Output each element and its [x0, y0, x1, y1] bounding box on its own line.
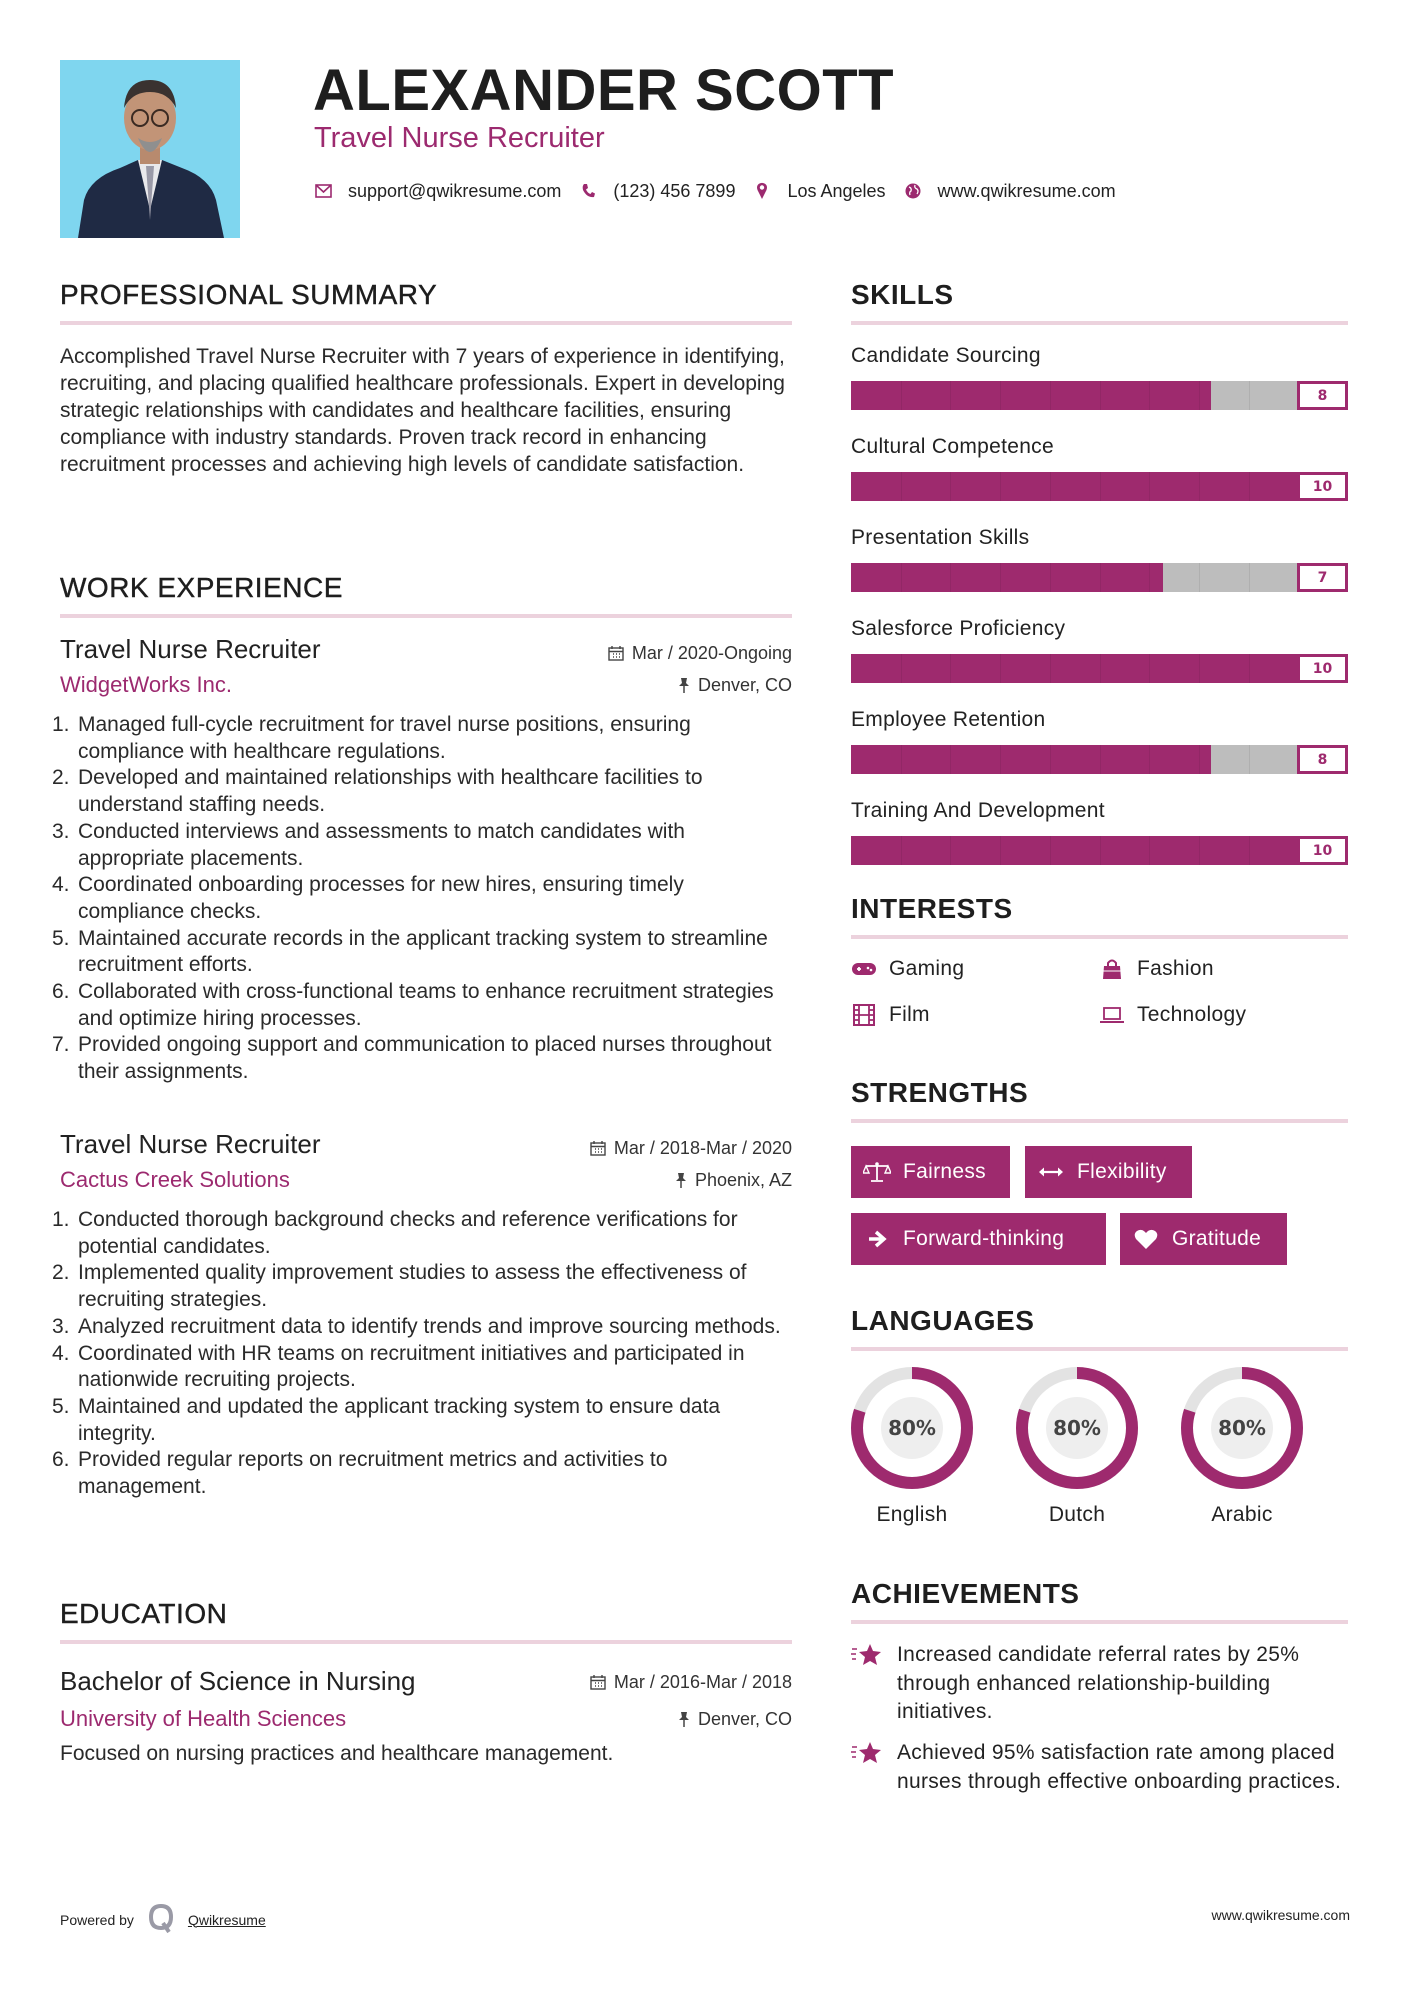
education-heading: EDUCATION: [60, 1598, 228, 1629]
skill-bar-segment: [1199, 745, 1200, 774]
skill-bar-segment: [950, 654, 951, 683]
language-progress-ring: [851, 1367, 973, 1489]
skill-bar-segment: [1050, 836, 1051, 865]
skill-bar-fill: [851, 563, 1163, 592]
job-entry: [52, 1129, 792, 1501]
skill-bar-segment: [1000, 472, 1001, 501]
achievements-heading: ACHIEVEMENTS: [851, 1578, 1080, 1609]
skill-label: Candidate Sourcing: [851, 344, 1041, 367]
skill-bar-segment: [1199, 836, 1200, 865]
skill-bar-segment: [901, 745, 902, 774]
interest-item-technology: Technology: [1099, 1003, 1246, 1027]
arrows-horizontal-icon: [1037, 1161, 1065, 1183]
strengths-divider: [851, 1119, 1348, 1123]
bullet-item: 4. Coordinated onboarding processes for new hires, ensuring timely compliance checks.: [52, 873, 684, 923]
skill-bar-segment: [1050, 745, 1051, 774]
job-dates: Mar / 2018-Mar / 2020: [590, 1137, 792, 1159]
skill-bar-segment: [1249, 745, 1250, 774]
calendar-icon: [590, 1674, 606, 1690]
skill-item: [851, 343, 1348, 410]
job-dates: Mar / 2020-Ongoing: [608, 642, 792, 664]
strength-chip-flexibility: Flexibility: [1025, 1146, 1192, 1198]
language-percent: 80%: [888, 1416, 936, 1440]
experience-heading: WORK EXPERIENCE: [60, 572, 343, 603]
skill-list: [851, 343, 1348, 865]
bullet-item: 6. Collaborated with cross-functional teams to enhance recruitment strategies and optimize hiring processes.: [52, 980, 774, 1030]
summary-section: [60, 279, 792, 478]
laptop-icon: [1099, 1004, 1125, 1026]
skill-bar-segment: [1100, 472, 1101, 501]
skills-heading: SKILLS: [851, 279, 954, 310]
skill-bar-segment: [1249, 654, 1250, 683]
skill-label: Cultural Competence: [851, 435, 1054, 458]
skill-bar-segment: [1050, 563, 1051, 592]
contact-phone[interactable]: [579, 181, 735, 202]
person-photo-icon: [60, 60, 240, 238]
skill-score: 10: [1297, 654, 1348, 683]
job-bullets: [52, 1207, 792, 1501]
shopping-bag-icon: [1099, 958, 1125, 980]
skill-bar-segment: [1199, 654, 1200, 683]
company-name: WidgetWorks Inc.: [60, 672, 232, 697]
skill-item: [851, 616, 1348, 683]
gamepad-icon: [851, 958, 877, 980]
skill-bar-segment: [901, 836, 902, 865]
skill-bar-segment: [1050, 654, 1051, 683]
skill-bar-segment: [1249, 836, 1250, 865]
skill-bar-segment: [1100, 381, 1101, 410]
language-item: [1016, 1367, 1138, 1527]
footer-powered-by: Powered by Qwikresume: [60, 1903, 266, 1936]
language-item: [1181, 1367, 1303, 1527]
skill-bar-segment: [1100, 836, 1101, 865]
skill-rating-bar: [851, 472, 1348, 501]
skill-rating-bar: [851, 836, 1348, 865]
skill-rating-bar: [851, 745, 1348, 774]
education-dates: Mar / 2016-Mar / 2018: [590, 1671, 792, 1693]
skills-section: [851, 279, 1348, 325]
skill-score: 7: [1297, 563, 1348, 592]
skill-bar-segment: [1149, 654, 1150, 683]
interest-item-fashion: Fashion: [1099, 957, 1214, 981]
skill-bar-segment: [901, 472, 902, 501]
bullet-item: 2. Implemented quality improvement studies to assess the effectiveness of recruiting strategies.: [52, 1261, 747, 1312]
skill-bar-segment: [1249, 563, 1250, 592]
skill-bar-segment: [1199, 381, 1200, 410]
summary-heading: PROFESSIONAL SUMMARY: [60, 279, 438, 310]
school-name: University of Health Sciences: [60, 1706, 347, 1731]
skill-bar-segment: [1000, 836, 1001, 865]
skill-bar-segment: [950, 381, 951, 410]
profile-photo: [60, 60, 240, 238]
calendar-icon: [590, 1140, 606, 1156]
skill-label: Training And Development: [851, 799, 1105, 822]
achievement-item: Achieved 95% satisfaction rate among placed nurses through effective onboarding practices.: [851, 1739, 1348, 1796]
email-text: support@qwikresume.com: [348, 180, 562, 201]
skill-bar-segment: [950, 472, 951, 501]
education-location: Denver, CO: [678, 1708, 792, 1730]
skill-bar-segment: [1100, 563, 1101, 592]
skill-bar-segment: [1199, 563, 1200, 592]
interest-item-film: Film: [851, 1003, 930, 1027]
skill-bar-segment: [950, 745, 951, 774]
interests-divider: [851, 935, 1348, 939]
pushpin-icon: [678, 1711, 690, 1727]
skill-bar-segment: [1000, 563, 1001, 592]
skill-bar-fill: [851, 745, 1211, 774]
globe-icon: [904, 182, 922, 200]
language-percent: 80%: [1053, 1416, 1101, 1440]
skill-item: [851, 707, 1348, 774]
candidate-name: ALEXANDER SCOTT: [313, 58, 895, 123]
map-marker-icon: [753, 182, 771, 200]
skill-bar-segment: [1100, 654, 1101, 683]
skill-label: Salesforce Proficiency: [851, 617, 1066, 640]
degree-title: Bachelor of Science in Nursing: [60, 1666, 416, 1696]
skill-bar-segment: [1100, 745, 1101, 774]
skill-bar-segment: [1050, 381, 1051, 410]
skill-score: 10: [1297, 472, 1348, 501]
arrow-right-icon: [863, 1228, 891, 1250]
strength-chip-forward-thinking: Forward-thinking: [851, 1213, 1106, 1265]
skill-bar-segment: [901, 654, 902, 683]
job-location: Denver, CO: [678, 674, 792, 696]
job-location: Phoenix, AZ: [675, 1169, 792, 1191]
skill-bar-segment: [901, 563, 902, 592]
languages-divider: [851, 1347, 1348, 1351]
experience-section: [60, 572, 792, 618]
skill-bar-segment: [1000, 381, 1001, 410]
bullet-item: 4. Coordinated with HR teams on recruitment initiatives and participated in nationwide recruiting projects.: [52, 1341, 745, 1392]
skill-score: 10: [1297, 836, 1348, 865]
job-title: Travel Nurse Recruiter: [60, 634, 321, 664]
skill-bar-segment: [1249, 472, 1250, 501]
phone-text: (123) 456 7899: [613, 180, 736, 201]
skill-bar-segment: [1199, 472, 1200, 501]
contact-email[interactable]: [314, 181, 561, 202]
skill-bar-segment: [950, 836, 951, 865]
skill-bar-segment: [1000, 745, 1001, 774]
skill-rating-bar: [851, 563, 1348, 592]
languages-heading: LANGUAGES: [851, 1305, 1035, 1336]
pushpin-icon: [675, 1172, 687, 1188]
experience-divider: [60, 614, 792, 618]
contact-bar: [314, 178, 1134, 204]
bullet-item: 2. Developed and maintained relationships with healthcare facilities to understand staffing needs.: [52, 766, 703, 817]
achievement-item: Increased candidate referral rates by 25% through enhanced relationship-building initiatives.: [851, 1641, 1348, 1727]
strength-chip-gratitude: Gratitude: [1120, 1213, 1287, 1265]
envelope-icon: [314, 182, 332, 200]
skills-divider: [851, 321, 1348, 325]
strengths-heading: STRENGTHS: [851, 1077, 1029, 1108]
education-section: [60, 1598, 792, 1767]
skill-label: Presentation Skills: [851, 526, 1030, 549]
star-icon: [851, 1739, 883, 1767]
language-name: English: [876, 1503, 948, 1526]
language-name: Dutch: [1048, 1503, 1106, 1526]
summary-text: Accomplished Travel Nurse Recruiter with 7 years of experience in identifying, recruiting, and placing qualified healthcare professionals. Expert in developing strategic relationships with candidates and healthcare facilities, ensuring compliance with industry standards. Proven track record in enhancing recruitment processes and achieving high levels of candidate satisfaction.: [60, 345, 785, 476]
qwikresume-logo-icon: [148, 1903, 174, 1936]
skill-bar-segment: [1149, 472, 1150, 501]
job-title: Travel Nurse Recruiter: [60, 1129, 321, 1159]
skill-score: 8: [1297, 381, 1348, 410]
location-text: Los Angeles: [787, 180, 886, 201]
interests-heading: INTERESTS: [851, 893, 1013, 924]
skill-bar-segment: [901, 381, 902, 410]
pushpin-icon: [678, 677, 690, 693]
skill-rating-bar: [851, 381, 1348, 410]
contact-website[interactable]: [904, 181, 1116, 202]
language-item: [851, 1367, 973, 1527]
strength-chip-fairness: Fairness: [851, 1146, 1010, 1198]
interest-item-gaming: Gaming: [851, 957, 964, 981]
bullet-item: 3. Conducted interviews and assessments to match candidates with appropriate placements.: [52, 819, 685, 870]
skill-label: Employee Retention: [851, 708, 1046, 731]
star-icon: [851, 1641, 883, 1669]
job-entry: [52, 634, 792, 1086]
skill-bar-segment: [1000, 654, 1001, 683]
skill-bar-segment: [1050, 472, 1051, 501]
phone-icon: [579, 182, 597, 200]
bullet-item: 5. Maintained accurate records in the applicant tracking system to streamline recruitment efforts.: [52, 926, 768, 977]
achievements-divider: [851, 1620, 1348, 1624]
education-divider: [60, 1640, 792, 1644]
language-name: Arabic: [1211, 1503, 1273, 1526]
language-progress-ring: [1016, 1367, 1138, 1489]
website-text: www.qwikresume.com: [937, 180, 1116, 201]
language-percent: 80%: [1218, 1416, 1266, 1440]
heart-icon: [1132, 1228, 1160, 1250]
skill-bar-segment: [1149, 836, 1150, 865]
bullet-item: 1. Conducted thorough background checks and reference verifications for potential candidates.: [52, 1208, 738, 1258]
skill-bar-segment: [1249, 381, 1250, 410]
skill-bar-segment: [950, 563, 951, 592]
balance-scale-icon: [863, 1161, 891, 1183]
education-description: Focused on nursing practices and healthcare management.: [60, 1742, 614, 1765]
contact-location: [753, 181, 885, 202]
job-bullets: [52, 712, 792, 1086]
calendar-icon: [608, 645, 624, 661]
achievements-section: [851, 1578, 1348, 1624]
summary-divider: [60, 321, 792, 325]
bullet-item: 5. Maintained and updated the applicant tracking system to ensure data integrity.: [52, 1394, 721, 1445]
footer-website-link[interactable]: www.qwikresume.com: [1211, 1907, 1350, 1923]
languages-section: [851, 1305, 1348, 1351]
bullet-item: 7. Provided ongoing support and communication to placed nurses throughout their assignments.: [52, 1033, 772, 1084]
language-progress-ring: [1181, 1367, 1303, 1489]
skill-item: [851, 434, 1348, 501]
strengths-section: [851, 1077, 1348, 1123]
skill-rating-bar: [851, 654, 1348, 683]
bullet-item: 6. Provided regular reports on recruitment metrics and activities to management.: [52, 1448, 668, 1499]
company-name: Cactus Creek Solutions: [60, 1167, 290, 1192]
candidate-title: Travel Nurse Recruiter: [314, 122, 605, 154]
skill-item: [851, 525, 1348, 592]
bullet-item: 1. Managed full-cycle recruitment for travel nurse positions, ensuring compliance with healthcare regulations.: [52, 713, 691, 763]
bullet-item: 3. Analyzed recruitment data to identify trends and improve sourcing methods.: [52, 1314, 781, 1338]
qwikresume-link[interactable]: Qwikresume: [187, 1911, 266, 1928]
skill-bar-segment: [1149, 381, 1150, 410]
skill-score: 8: [1297, 745, 1348, 774]
skill-item: [851, 798, 1348, 865]
interests-section: [851, 893, 1348, 939]
skill-bar-fill: [851, 381, 1211, 410]
skill-bar-segment: [1149, 745, 1150, 774]
skill-bar-segment: [1149, 563, 1150, 592]
film-icon: [851, 1004, 877, 1026]
